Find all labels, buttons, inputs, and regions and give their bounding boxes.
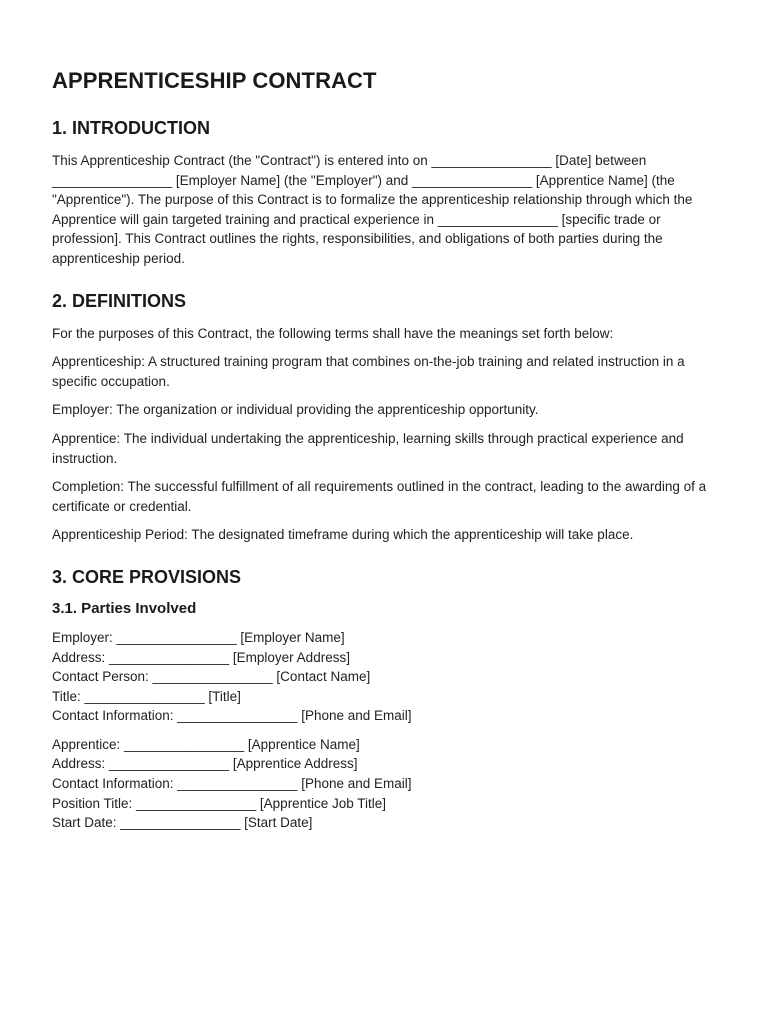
parties-involved-heading: 3.1. Parties Involved <box>52 599 197 617</box>
definitions-intro: For the purposes of this Contract, the following terms shall have the meanings set forth below: <box>52 325 614 341</box>
document-page <box>52 68 732 855</box>
section-introduction <box>52 118 732 269</box>
apprentice-details <box>52 735 732 833</box>
core-provisions-heading: 3. CORE PROVISIONS <box>52 566 242 587</box>
apprentice-contact-info-line: Contact Information: ________________ [Phone and Email] <box>52 776 412 792</box>
employer-address-line: Address: ________________ [Employer Address] <box>52 649 350 665</box>
definition-apprenticeship: Apprenticeship: A structured training program that combines on-the-job training and related instruction in a specific occupation. <box>52 354 685 389</box>
employer-contact-info-line: Contact Information: ________________ [Phone and Email] <box>52 708 412 724</box>
apprentice-position-title-line: Position Title: ________________ [Apprentice Job Title] <box>52 795 386 811</box>
definitions-heading: 2. DEFINITIONS <box>52 290 187 311</box>
definition-employer: Employer: The organization or individual providing the apprenticeship opportunity. <box>52 402 539 418</box>
employer-name-line: Employer: ________________ [Employer Name] <box>52 629 345 645</box>
section-core-provisions <box>52 567 732 833</box>
employer-contact-person-line: Contact Person: ________________ [Contact Name] <box>52 669 371 685</box>
introduction-heading: 1. INTRODUCTION <box>52 118 211 138</box>
apprentice-address-line: Address: ________________ [Apprentice Address] <box>52 756 358 772</box>
introduction-body: This Apprenticeship Contract (the "Contract") is entered into on ________________ [Date] between ________________ [Employer Name] (the "Employer") and ________________ [Apprentice Name] (the "Apprentice"). The purpose of this Contract is to formalize the apprenticeship relationship through which the Apprentice will gain targeted training and practical experience in ________________ [specific trade or profession]. This Contract outlines the rights, responsibilities, and obligations of both parties during the apprenticeship period. <box>52 153 693 266</box>
definition-apprenticeship-period: Apprenticeship Period: The designated timeframe during which the apprenticeship will take place. <box>52 527 634 543</box>
section-definitions <box>52 291 732 545</box>
apprentice-start-date-line: Start Date: ________________ [Start Date] <box>52 815 313 831</box>
employer-details <box>52 628 732 726</box>
definition-apprentice: Apprentice: The individual undertaking the apprenticeship, learning skills through practical experience and instruction. <box>52 430 684 466</box>
employer-title-line: Title: ________________ [Title] <box>52 688 241 704</box>
subsection-parties-involved <box>52 600 732 833</box>
document-title: APPRENTICESHIP CONTRACT <box>52 68 377 93</box>
apprentice-name-line: Apprentice: ________________ [Apprentice Name] <box>52 736 360 752</box>
definition-completion: Completion: The successful fulfillment of all requirements outlined in the contract, leading to the awarding of a certificate or credential. <box>52 479 707 514</box>
